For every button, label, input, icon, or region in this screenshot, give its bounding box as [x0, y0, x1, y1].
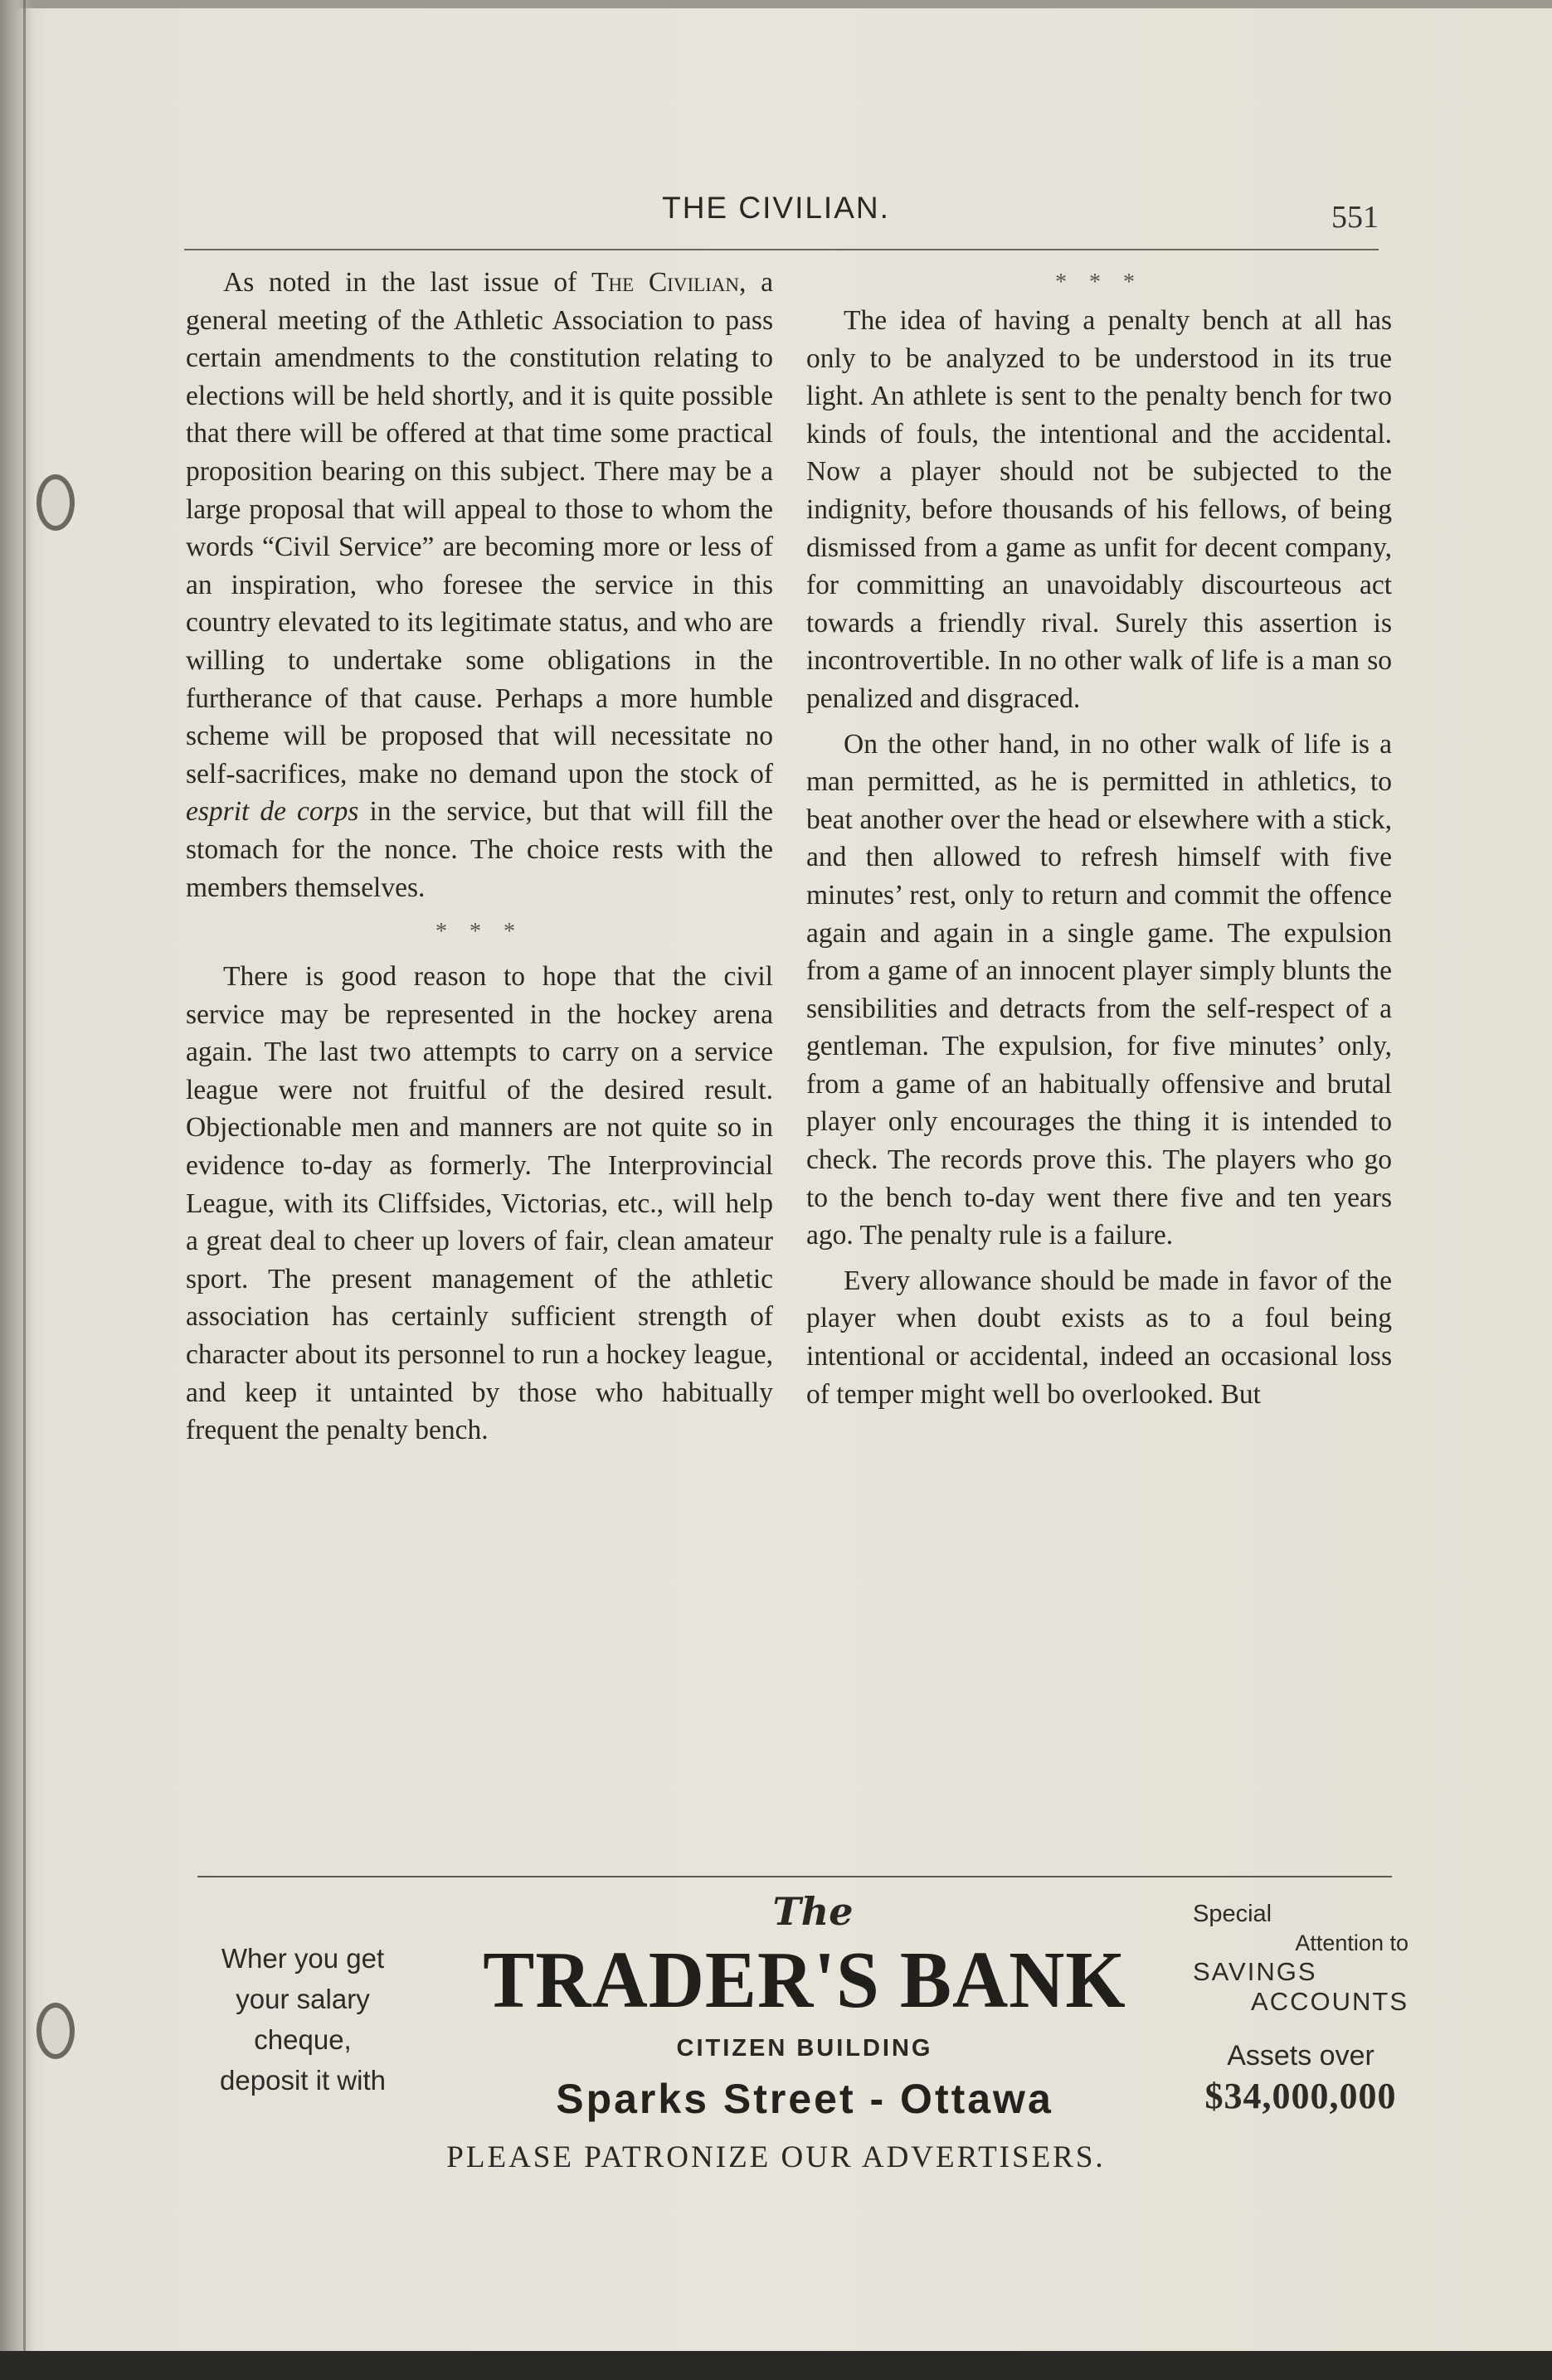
ad-left-line: Wher you get — [221, 1943, 385, 1974]
advertisement-rule — [197, 1876, 1392, 1877]
right-column — [806, 264, 1392, 1413]
paragraph-other-hand: On the other hand, in no other walk of life is a man permitted, as he is permitted in athletics, to beat another over the head or elsewhere with a stick, and then allowed to refresh himself with five minutes’ rest, only to return and commit the offence again and again in a single game. The expulsion from a game of an innocent player simply blunts the sensibilities and detracts from the self-respect of a gentleman. The expulsion, for five minutes’ only, from a game of an habitually offensive and brutal player only encourages the thing it is intended to check. The records prove this. The players who go to the bench to-day went there five and ten years ago. The penalty rule is a failure. — [806, 728, 1392, 1251]
journal-header-title: THE CIVILIAN. — [662, 191, 890, 225]
header-rule — [184, 249, 1379, 250]
ad-left-line: your salary — [236, 1984, 370, 2014]
text-run: As noted in the last issue of — [223, 267, 591, 298]
ad-street: Sparks Street - Ottawa — [556, 2076, 1053, 2122]
left-column — [186, 264, 773, 1450]
ad-the: The — [772, 1889, 854, 1934]
ad-attention: Attention to — [1295, 1931, 1408, 1955]
footer-patronize-note: PLEASE PATRONIZE OUR ADVERTISERS. — [446, 2140, 1106, 2174]
page-top-edge — [0, 0, 1552, 8]
binding-hole-upper — [36, 474, 75, 531]
ad-accounts: ACCOUNTS — [1251, 1987, 1408, 2016]
ad-left-text — [191, 1938, 415, 2101]
page-bottom-edge — [0, 2351, 1552, 2380]
paragraph-allowance: Every allowance should be made in favor of the player when doubt exists as to a foul being intentional or accidental, indeed an occasional loss of temper might well bo overlooked. But — [806, 1265, 1392, 1410]
page-number: 551 — [1331, 200, 1379, 235]
binding-spine — [0, 0, 33, 2380]
ad-bank-name: TRADER'S BANK — [483, 1936, 1126, 2025]
ad-left-line: deposit it with — [220, 2065, 386, 2096]
text-run: , a general meeting of the Athletic Association to pass certain amendments to the constitution relating to elections will be held shortly, and it is quite possible that there will be offered at that time some practical proposition bearing on this subject. There may be a large proposal that will appeal to those to whom the words “Civil Service” are becoming more or less of an inspiration, who foresee the service in this country elevated to its legitimate status, and who are willing to undertake some obligations in the furtherance of that cause. Perhaps a more humble scheme will be proposed that will necessitate no self-sacrifices, make no demand upon the stock of — [186, 267, 773, 789]
text-run: in the service, but that will fill the stomach for the nonce. The choice rests with the members themselves. — [186, 796, 773, 903]
ad-special: Special — [1193, 1901, 1272, 1927]
ad-right-text — [1193, 1899, 1408, 2120]
ad-building: CITIZEN BUILDING — [676, 2035, 933, 2062]
binding-hole-lower — [36, 2003, 75, 2059]
paragraph-athletic-meeting — [186, 264, 773, 906]
section-divider-stars: * * * — [435, 919, 523, 945]
paragraph-penalty-bench: The idea of having a penalty bench at all has only to be analyzed to be understood in its true light. An athlete is sent to the penalty bench for two kinds of fouls, the intentional and the accidental. Now a player should not be subjected to the indignity, before thousands of his fellows, of being dismissed from a game as unfit for decent company, for committing an unavoidably discourteous act towards a friendly rival. Surely this assertion is incontrovertible. In no other walk of life is a man so penalized and disgraced. — [806, 305, 1392, 714]
section-divider-stars: * * * — [1055, 270, 1143, 295]
ad-savings: SAVINGS — [1193, 1957, 1317, 1986]
paragraph-hockey-league: There is good reason to hope that the civil service may be represented in the hockey arena again. The last two attempts to carry on a service league were not fruitful of the desired result. Objectionable men and manners are not quite so in evidence to-day as formerly. The Interprovincial League, with its Cliffsides, Victorias, etc., will help a great deal to cheer up lovers of fair, clean amateur sport. The present management of the athletic association has certainly sufficient strength of character about its personnel to run a hockey league, and keep it untainted by those who habitually frequent the penalty bench. — [186, 961, 773, 1446]
italic-phrase: esprit de corps — [186, 796, 359, 828]
journal-name: The Civilian — [591, 267, 740, 298]
ad-assets-label: Assets over — [1227, 2040, 1374, 2072]
binding-line — [23, 0, 26, 2380]
ad-assets-amount: $34,000,000 — [1204, 2076, 1397, 2116]
ad-left-line: cheque, — [254, 2024, 352, 2055]
